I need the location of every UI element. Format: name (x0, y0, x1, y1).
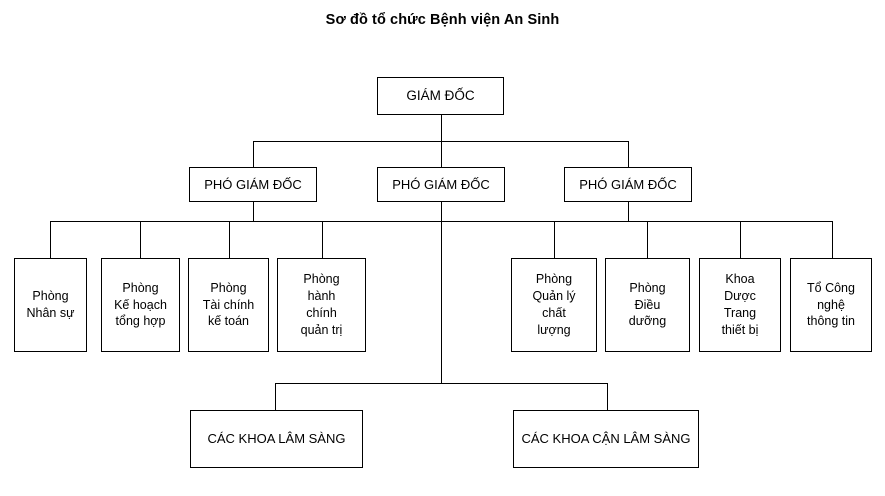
node-director-label: GIÁM ĐỐC (406, 87, 475, 103)
connector-bottom-right-down (607, 383, 608, 410)
node-deputy-3-label: PHÓ GIÁM ĐỐC (579, 176, 677, 192)
node-deputy-1-label: PHÓ GIÁM ĐỐC (204, 176, 302, 192)
node-dept-quan-ly-chat-luong[interactable] (511, 258, 597, 352)
node-cac-khoa-can-lam-sang[interactable] (513, 410, 699, 468)
node-deputy-2-label: PHÓ GIÁM ĐỐC (392, 176, 490, 192)
connector-drop-dept-1 (50, 221, 51, 258)
connector-drop-dept-6 (647, 221, 648, 258)
connector-director-down (441, 114, 442, 141)
connector-right-deputy-down (628, 201, 629, 221)
connector-deputy-left-down (253, 141, 254, 168)
page-title: Sơ đồ tổ chức Bệnh viện An Sinh (325, 12, 560, 28)
node-dept-tai-chinh-ke-toan-label: Phòng Tài chính kế toán (202, 280, 255, 329)
connector-left-deputy-down (253, 201, 254, 221)
connector-drop-dept-8 (832, 221, 833, 258)
connector-center-spine (441, 201, 442, 383)
connector-drop-dept-2 (140, 221, 141, 258)
connector-drop-dept-7 (740, 221, 741, 258)
connector-drop-dept-5 (554, 221, 555, 258)
connector-bottom-left-down (275, 383, 276, 410)
connector-deputy-mid-down (441, 141, 442, 168)
node-director[interactable] (377, 77, 504, 115)
node-dept-nhan-su-label: Phòng Nhân sự (26, 289, 75, 320)
connector-bottom-bus (275, 383, 607, 384)
node-deputy-1[interactable] (189, 167, 317, 202)
node-dept-khoa-duoc-trang-thiet-bi-label: Khoa Dược Trang thiết bị (721, 272, 759, 337)
node-dept-hanh-chinh-quan-tri-label: Phòng hành chính quản trị (300, 272, 343, 337)
node-dept-to-cong-nghe-thong-tin-label: Tổ Công nghệ thông tin (807, 280, 855, 329)
node-dept-tai-chinh-ke-toan[interactable] (188, 258, 269, 352)
node-deputy-3[interactable] (564, 167, 692, 202)
connector-drop-dept-4 (322, 221, 323, 258)
connector-deputy-right-down (628, 141, 629, 168)
node-dept-dieu-duong[interactable] (605, 258, 690, 352)
node-dept-to-cong-nghe-thong-tin[interactable] (790, 258, 872, 352)
node-dept-hanh-chinh-quan-tri[interactable] (277, 258, 366, 352)
node-cac-khoa-lam-sang[interactable] (190, 410, 363, 468)
node-deputy-2[interactable] (377, 167, 505, 202)
node-dept-ke-hoach-tong-hop-label: Phòng Kế hoạch tổng hợp (114, 280, 167, 329)
node-dept-khoa-duoc-trang-thiet-bi[interactable] (699, 258, 781, 352)
node-dept-quan-ly-chat-luong-label: Phòng Quản lý chất lượng (532, 272, 576, 337)
node-cac-khoa-can-lam-sang-label: CÁC KHOA CẬN LÂM SÀNG (521, 431, 691, 447)
connector-drop-dept-3 (229, 221, 230, 258)
node-dept-dieu-duong-label: Phòng Điều dưỡng (628, 280, 667, 329)
node-dept-nhan-su[interactable] (14, 258, 87, 352)
node-cac-khoa-lam-sang-label: CÁC KHOA LÂM SÀNG (207, 431, 346, 447)
node-dept-ke-hoach-tong-hop[interactable] (101, 258, 180, 352)
